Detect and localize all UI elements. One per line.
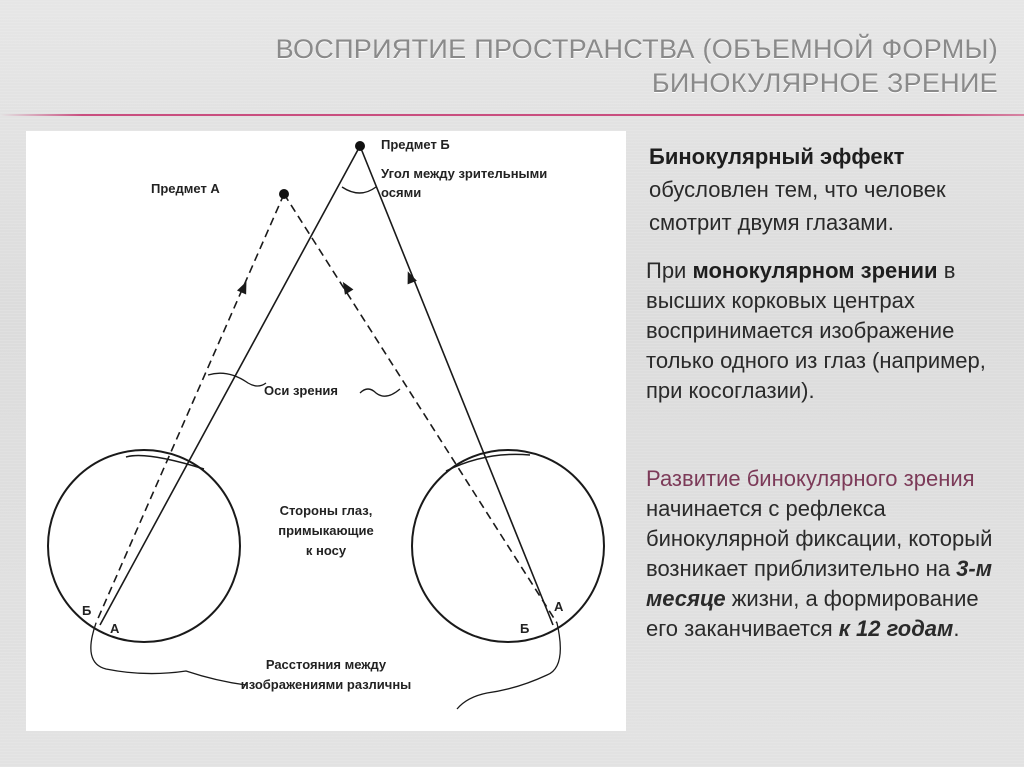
title-divider [0,114,1024,116]
left-eye [48,450,240,642]
binocular-diagram [26,131,626,731]
right-eye-b-label: Б [520,621,530,636]
axes-leader-right [360,389,400,396]
paragraph-development [646,464,1016,644]
title-line-1: ВОСПРИЯТИЕ ПРОСТРАНСТВА (ОБЪЕМНОЙ ФОРМЫ) [275,34,998,64]
distance-label-line-2: изображениями различны [240,677,412,692]
sides-label-line-2: примыкающие [278,523,374,538]
sides-label-line-3: к носу [305,543,347,558]
left-eye-a-label: А [110,621,120,636]
angle-label-line-1: Угол между зрительными [381,166,548,181]
paragraph-binocular-effect [649,140,1009,239]
paragraph-monocular [646,256,1006,406]
axes-label: Оси зрения [264,383,339,398]
distance-label-line-1: Расстояния между [265,657,387,672]
development-text-1: начинается с рефлекса бинокулярной фиксации, который возникает приблизительно на [646,496,993,581]
arrow-icon [237,279,251,294]
diagram-svg [26,131,626,731]
monocular-intro: При [646,258,693,283]
development-age-month: 3-м месяце [646,556,993,611]
sides-label-line-1: Стороны глаз, [279,503,373,518]
binocular-effect-term: Бинокулярный эффект [649,144,905,169]
axis-right-dashed [284,194,557,623]
axes-leader-left [208,373,266,386]
slide-title [276,32,998,100]
left-eye-b-label: Б [82,603,92,618]
development-text-2: жизни, а формирование его заканчивается [646,586,979,641]
monocular-text: в высших корковых центрах воспринимается изображение только одного из глаз (например, при косоглазии). [646,258,986,403]
arrow-icon [339,279,354,294]
right-eye-a-label: А [554,599,564,614]
axis-right-solid [360,146,553,625]
object-a-point [279,189,289,199]
object-a-label: Предмет А [151,181,220,196]
development-text-end: . [953,616,960,641]
axis-left-dashed [96,194,284,623]
object-b-point [355,141,365,151]
angle-label-line-2: осями [381,185,422,200]
object-b-label: Предмет Б [381,137,450,152]
development-term: Развитие бинокулярного зрения [646,466,975,491]
binocular-effect-text: обусловлен тем, что человек смотрит двумя глазами. [649,177,946,235]
angle-arc [342,187,376,193]
development-age-years: к 12 годам [838,616,954,641]
title-line-2: БИНОКУЛЯРНОЕ ЗРЕНИЕ [651,68,998,98]
monocular-term: монокулярном зрении [692,258,938,283]
